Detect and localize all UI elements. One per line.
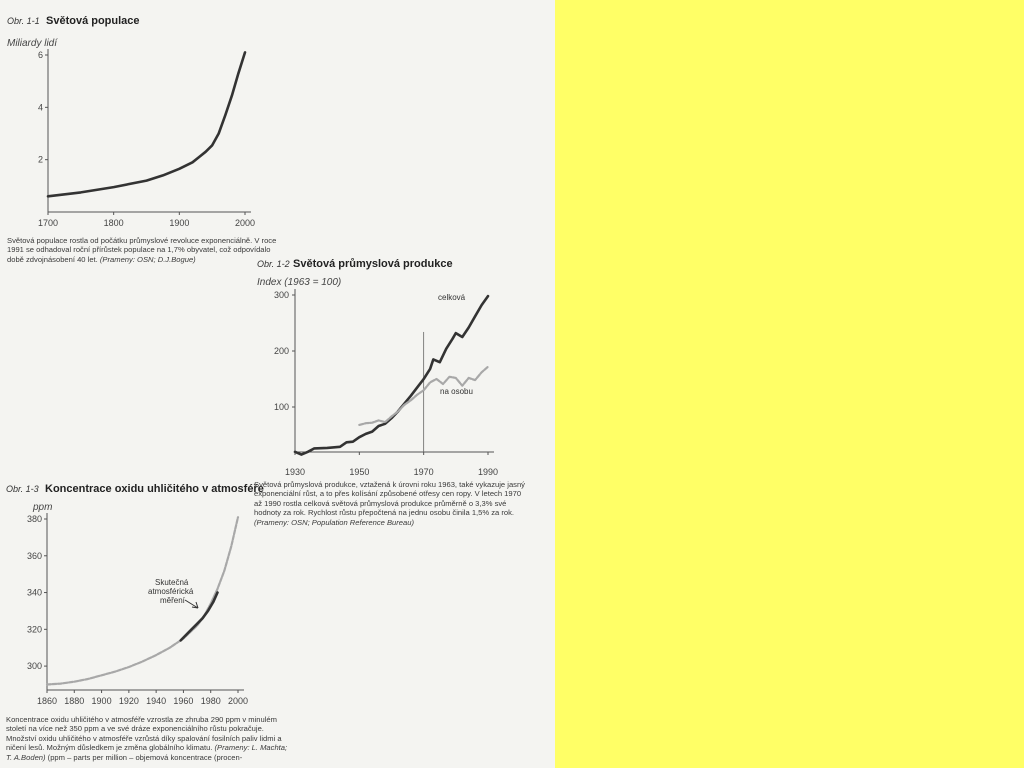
fig2-x-tick-label: 1990: [477, 467, 499, 477]
fig1-x-tick-label: 1900: [169, 218, 190, 228]
fig2-x-tick-label: 1930: [284, 467, 306, 477]
fig1-series-0-line: [48, 52, 245, 196]
fig3-source: (Prameny: L. Machta; T. A.Boden): [6, 743, 288, 762]
fig3-x-tick-label: 1860: [36, 696, 58, 706]
fig2-y-tick-label: 300: [273, 290, 289, 300]
fig1-x-tick-label: 2000: [234, 218, 256, 228]
fig2-y-tick-label: 200: [273, 346, 289, 356]
fig3-annot-line1: Skutečná: [155, 578, 189, 587]
fig3-caption-text: Koncentrace oxidu uhličitého v atmosféře vzrostla ze zhruba 290 ppm v minulém století na více než 350 ppm a ve své dráze exponenciálního růstu pokračuje. Množství oxidu uhličitého v atmosféře vzrůstá díky spalování fosilních paliv lidmi a ničení lesů. Možným důsledkem je změna globálního klimatu.: [6, 715, 282, 753]
fig2-x-tick-label: 1970: [413, 467, 434, 477]
fig3-x-tick-label: 1940: [146, 696, 167, 706]
fig3-x-tick-label: 1900: [91, 696, 112, 706]
fig3-x-tick-label: 1980: [200, 696, 221, 706]
fig3-y-tick-label: 300: [26, 661, 42, 672]
fig3-x-tick-label: 1960: [173, 696, 194, 706]
fig1-y-tick-label: 6: [37, 50, 43, 60]
fig3-series-0-line: [47, 517, 238, 684]
fig2-number: Obr. 1-2: [257, 259, 290, 269]
fig1-source: (Prameny: OSN; D.J.Bogue): [99, 254, 196, 264]
fig2-y-unit: Index (1963 = 100): [257, 277, 342, 288]
fig1-caption: [7, 236, 285, 264]
fig1-x-tick-label: 1800: [103, 218, 124, 228]
fig3-annot-line3: měření: [160, 596, 185, 605]
fig3-annot-arrow: [185, 600, 198, 608]
fig3-y-tick-label: 320: [26, 624, 42, 635]
fig1-title: Světová populace: [46, 15, 140, 27]
fig3-x-tick-label: 2000: [227, 696, 249, 706]
fig3-y-tick-label: 360: [26, 550, 42, 561]
fig2-title: Světová průmyslová produkce: [293, 258, 453, 270]
fig2-caption: [254, 480, 528, 527]
fig2-y-tick-label: 100: [273, 402, 289, 412]
fig3-title: Koncentrace oxidu uhličitého v atmosféře: [45, 483, 264, 495]
fig1-y-tick-label: 2: [37, 154, 43, 165]
fig2-source: (Prameny: OSN; Population Reference Bureau): [254, 517, 414, 527]
fig3-y-unit: ppm: [33, 502, 53, 513]
fig3-number: Obr. 1-3: [6, 484, 39, 494]
fig1-y-tick-label: 4: [37, 102, 43, 113]
fig2-caption-text: Světová průmyslová produkce, vztažená k úrovni roku 1963, také vykazuje jasný exponenciální růst, a to přes kolísání způsobené otřesy cen ropy. V letech 1970 až 1990 rostla celková světová průmyslová produkce průměrně o 3,3% své hodnoty za rok. Rychlost růstu přepočtená na jednu osobu činila 1,5% za rok.: [254, 480, 525, 518]
fig2-x-tick-label: 1950: [349, 467, 370, 477]
fig3-x-tick-label: 1920: [118, 696, 139, 706]
fig2-series-celková-line: [295, 296, 488, 455]
fig3-y-tick-label: 380: [26, 514, 42, 524]
fig1-y-unit: Miliardy lidí: [7, 38, 58, 49]
fig1-caption-text: Světová populace rostla od počátku průmyslové revoluce exponenciálně. V roce 1991 se odhadoval roční přírůstek populace na 1,7% obyvatel, což odpovídalo době zdvojnásobení 40 let.: [7, 236, 277, 264]
fig1-x-tick-label: 1700: [37, 218, 59, 228]
fig3-caption-tail: (ppm – parts per million – objemová koncentrace (procen-: [47, 752, 243, 762]
fig2-label-total: celková: [438, 293, 466, 302]
fig3-y-tick-label: 340: [26, 587, 42, 598]
fig3-x-tick-label: 1880: [64, 696, 85, 706]
fig1-number: Obr. 1-1: [7, 16, 40, 26]
fig2-label-per-capita: na osobu: [440, 387, 473, 396]
fig3-annot-line2: atmosférická: [148, 587, 194, 596]
fig3-caption: [6, 715, 288, 762]
